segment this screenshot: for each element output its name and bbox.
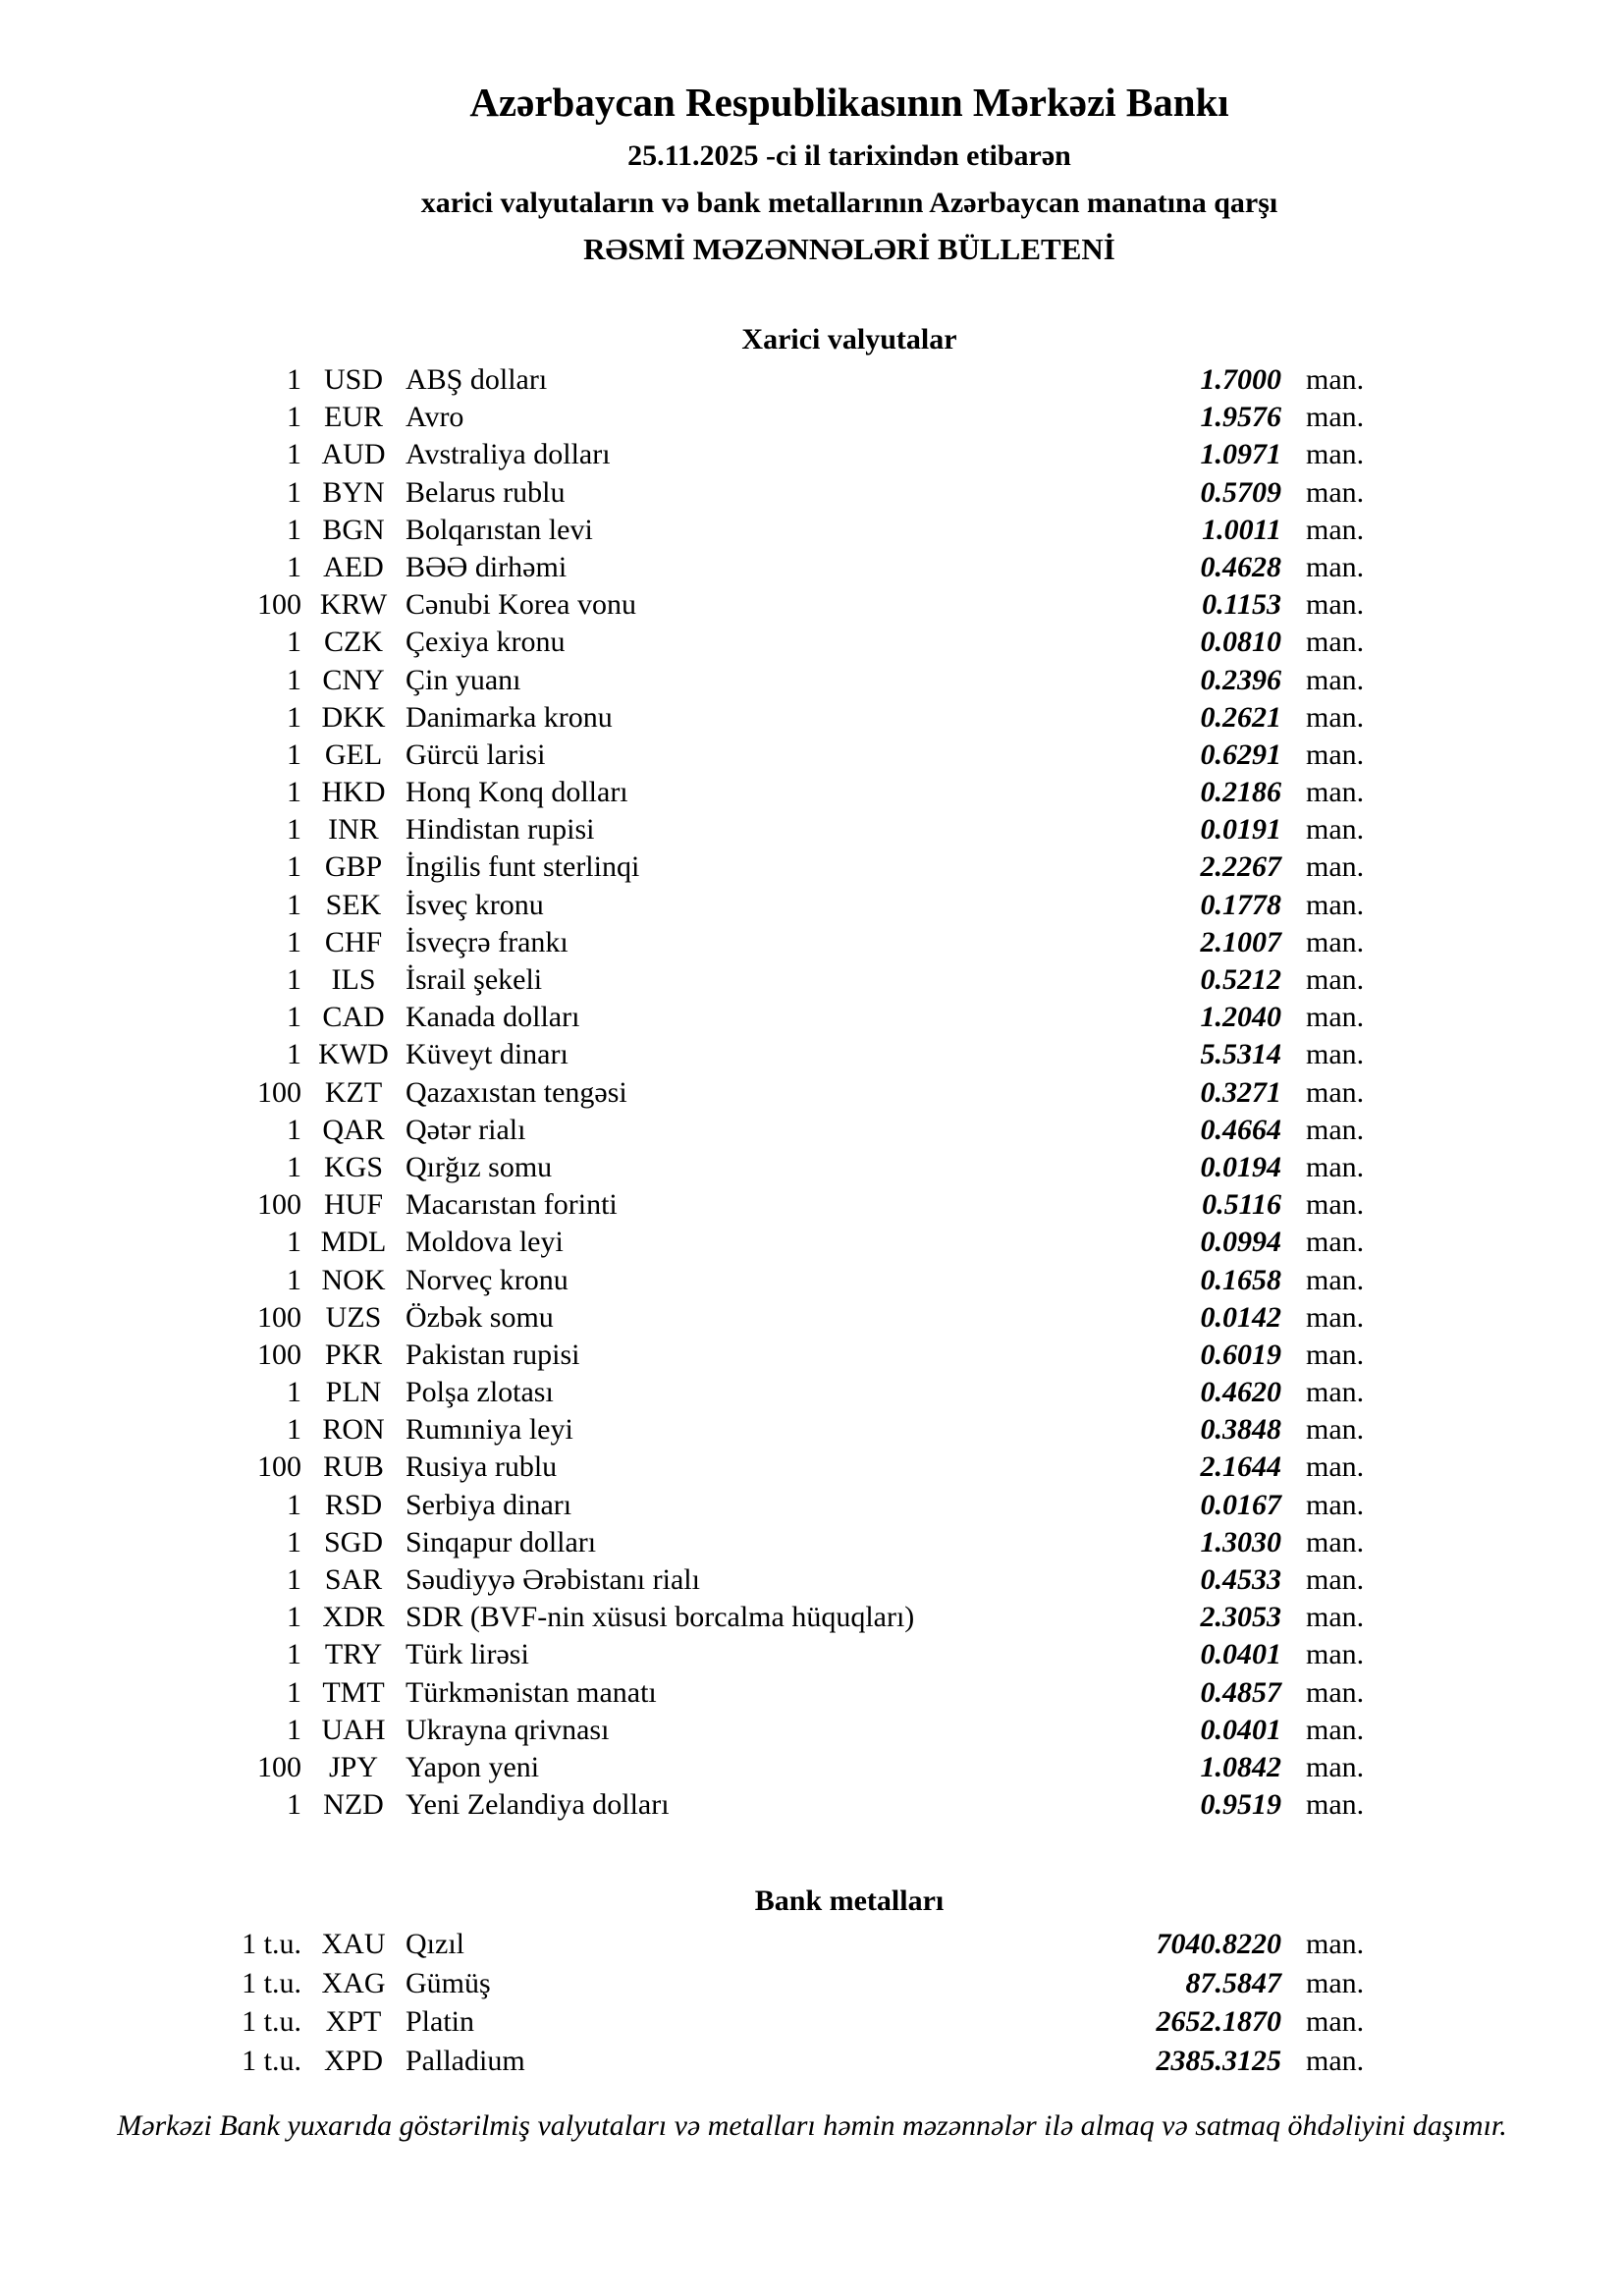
currency-code: CZK <box>324 626 383 659</box>
currency-code: DKK <box>321 700 386 734</box>
unit-quantity: 1 <box>287 1788 301 1822</box>
currency-name: Norveç kronu <box>406 1263 568 1296</box>
unit-label: man. <box>1306 1001 1365 1034</box>
exchange-rate: 1.0842 <box>1200 1750 1281 1783</box>
unit-label: man. <box>1306 1413 1365 1447</box>
unit-label: man. <box>1306 1525 1365 1558</box>
currency-name: Sinqapur dolları <box>406 1525 597 1558</box>
currency-code: KRW <box>319 588 388 622</box>
currency-code: HKD <box>321 776 386 809</box>
unit-label: man. <box>1306 1300 1365 1334</box>
unit-quantity: 100 <box>257 1075 301 1109</box>
currency-code: HUF <box>323 1188 383 1222</box>
metal-row <box>0 2042 1624 2081</box>
unit-quantity: 100 <box>257 588 301 622</box>
exchange-rate: 2.1644 <box>1200 1450 1281 1484</box>
unit-label: man. <box>1306 1563 1365 1596</box>
currency-name: Özbək somu <box>406 1300 554 1334</box>
unit-label: man. <box>1306 1038 1365 1071</box>
currency-row <box>0 586 1624 624</box>
currency-code: PLN <box>325 1376 382 1409</box>
currency-code: SEK <box>325 888 382 921</box>
currency-code: PKR <box>324 1338 383 1371</box>
currency-row <box>0 961 1624 999</box>
currency-row <box>0 1712 1624 1749</box>
currency-row <box>0 699 1624 737</box>
unit-label: man. <box>1306 1928 1365 1960</box>
unit-quantity: 1 <box>287 438 301 471</box>
exchange-rate: 1.0011 <box>1202 513 1281 546</box>
currency-row <box>0 1561 1624 1599</box>
unit-label: man. <box>1306 475 1365 509</box>
exchange-rate: 2.3053 <box>1200 1601 1281 1634</box>
currency-row <box>0 999 1624 1036</box>
unit-quantity: 1 <box>287 1413 301 1447</box>
exchange-rate: 0.4620 <box>1200 1376 1281 1409</box>
currency-row <box>0 774 1624 811</box>
unit-label: man. <box>1306 401 1365 434</box>
unit-quantity: 1 <box>287 626 301 659</box>
exchange-rate: 1.2040 <box>1200 1001 1281 1034</box>
currency-row <box>0 361 1624 399</box>
unit-quantity: 1 t.u. <box>242 1966 301 1999</box>
exchange-rate: 0.0194 <box>1200 1150 1281 1183</box>
exchange-rate: 0.4664 <box>1200 1113 1281 1146</box>
currency-row <box>0 1674 1624 1712</box>
currency-code: EUR <box>324 401 383 434</box>
currency-name: Qırğız somu <box>406 1150 553 1183</box>
unit-quantity: 1 <box>287 401 301 434</box>
currency-row <box>0 512 1624 549</box>
effective-date-line: 25.11.2025 -ci il tarixindən etibarən <box>627 139 1071 172</box>
currency-code: GEL <box>324 738 383 771</box>
exchange-rate: 0.0401 <box>1200 1638 1281 1671</box>
currency-code: SGD <box>323 1525 383 1558</box>
exchange-rate: 0.5116 <box>1202 1188 1281 1222</box>
currency-code: BYN <box>322 475 385 509</box>
currency-row <box>0 1036 1624 1073</box>
metal-row <box>0 2002 1624 2042</box>
unit-quantity: 1 <box>287 475 301 509</box>
currency-name: Hindistan rupisi <box>406 813 595 847</box>
exchange-rate: 0.0191 <box>1200 813 1281 847</box>
currency-row <box>0 1112 1624 1149</box>
currency-name: Qazaxıstan tengəsi <box>406 1075 627 1109</box>
currency-name: Yapon yeni <box>406 1750 540 1783</box>
currency-code: QAR <box>322 1113 385 1146</box>
currency-row <box>0 1374 1624 1411</box>
unit-label: man. <box>1306 1488 1365 1521</box>
unit-label: man. <box>1306 813 1365 847</box>
unit-quantity: 1 <box>287 1713 301 1746</box>
unit-quantity: 1 <box>287 1488 301 1521</box>
currency-row <box>0 399 1624 436</box>
unit-quantity: 1 <box>287 1263 301 1296</box>
exchange-rate: 0.2396 <box>1200 663 1281 696</box>
currency-row <box>0 887 1624 924</box>
footer-obligation-note: Mərkəzi Bank yuxarıda göstərilmiş valyutaları və metalları həmin məzənnələr ilə almaq və satmaq öhdəliyini daşımır. <box>117 2109 1507 2142</box>
unit-quantity: 100 <box>257 1188 301 1222</box>
unit-quantity: 100 <box>257 1338 301 1371</box>
currency-row <box>0 1786 1624 1824</box>
currency-code: AED <box>323 550 384 583</box>
unit-label: man. <box>1306 1376 1365 1409</box>
currency-code: CNY <box>322 663 385 696</box>
currency-name: Bolqarıstan levi <box>406 513 593 546</box>
unit-quantity: 1 <box>287 1601 301 1634</box>
unit-label: man. <box>1306 626 1365 659</box>
unit-label: man. <box>1306 363 1365 396</box>
exchange-rate: 0.3848 <box>1200 1413 1281 1447</box>
unit-label: man. <box>1306 1966 1365 1999</box>
currency-code: MDL <box>320 1226 387 1259</box>
currency-code: JPY <box>328 1750 379 1783</box>
unit-label: man. <box>1306 1075 1365 1109</box>
currency-name: Rusiya rublu <box>406 1450 558 1484</box>
unit-label: man. <box>1306 1226 1365 1259</box>
exchange-rate: 0.6019 <box>1200 1338 1281 1371</box>
unit-quantity: 1 <box>287 1675 301 1709</box>
currency-name: Belarus rublu <box>406 475 566 509</box>
unit-quantity: 1 t.u. <box>242 2044 301 2077</box>
exchange-rate: 0.5709 <box>1200 475 1281 509</box>
exchange-rate: 0.3271 <box>1200 1075 1281 1109</box>
unit-quantity: 100 <box>257 1300 301 1334</box>
unit-label: man. <box>1306 888 1365 921</box>
unit-label: man. <box>1306 1150 1365 1183</box>
unit-quantity: 1 <box>287 1113 301 1146</box>
exchange-rate: 0.0167 <box>1200 1488 1281 1521</box>
currency-row <box>0 474 1624 512</box>
currency-name: Danimarka kronu <box>406 700 613 734</box>
unit-label: man. <box>1306 2005 1365 2038</box>
currency-code: UAH <box>321 1713 386 1746</box>
currency-code: CHF <box>324 925 383 958</box>
unit-label: man. <box>1306 1750 1365 1783</box>
metals-table <box>0 1925 1624 2080</box>
unit-quantity: 1 <box>287 663 301 696</box>
currency-row <box>0 549 1624 586</box>
currency-code: CAD <box>322 1001 385 1034</box>
currency-code: XPT <box>325 2005 382 2038</box>
unit-quantity: 1 <box>287 776 301 809</box>
currency-row <box>0 1149 1624 1186</box>
currency-code: KWD <box>318 1038 389 1071</box>
exchange-rate: 0.1778 <box>1200 888 1281 921</box>
unit-label: man. <box>1306 700 1365 734</box>
unit-quantity: 1 <box>287 1525 301 1558</box>
exchange-rate: 0.1658 <box>1200 1263 1281 1296</box>
exchange-rate: 0.0401 <box>1200 1713 1281 1746</box>
exchange-rate: 2385.3125 <box>1156 2044 1281 2077</box>
unit-quantity: 1 <box>287 1563 301 1596</box>
unit-quantity: 1 <box>287 363 301 396</box>
currency-row <box>0 1337 1624 1374</box>
exchange-rate: 0.4628 <box>1200 550 1281 583</box>
unit-label: man. <box>1306 550 1365 583</box>
unit-quantity: 1 <box>287 513 301 546</box>
exchange-rate: 1.9576 <box>1200 401 1281 434</box>
unit-label: man. <box>1306 1113 1365 1146</box>
unit-label: man. <box>1306 1188 1365 1222</box>
unit-label: man. <box>1306 1601 1365 1634</box>
currency-code: AUD <box>321 438 386 471</box>
currency-code: GBP <box>324 850 383 884</box>
currency-row <box>0 1186 1624 1224</box>
exchange-rate: 0.9519 <box>1200 1788 1281 1822</box>
exchange-rate: 0.0810 <box>1200 626 1281 659</box>
exchange-rate: 2.1007 <box>1200 925 1281 958</box>
currency-code: BGN <box>322 513 385 546</box>
currency-name: Türk lirəsi <box>406 1638 529 1671</box>
unit-label: man. <box>1306 925 1365 958</box>
exchange-rate: 0.2186 <box>1200 776 1281 809</box>
subject-line: xarici valyutaların və bank metallarının Azərbaycan manatına qarşı <box>420 187 1278 219</box>
currency-name: Avstraliya dolları <box>406 438 611 471</box>
currency-name: Gümüş <box>406 1966 491 1999</box>
currency-code: TMT <box>322 1675 385 1709</box>
currency-code: XAG <box>321 1966 386 1999</box>
unit-label: man. <box>1306 663 1365 696</box>
currency-row <box>0 1224 1624 1261</box>
currency-code: RUB <box>323 1450 384 1484</box>
exchange-rate: 0.4857 <box>1200 1675 1281 1709</box>
currency-code: XAU <box>321 1928 386 1960</box>
unit-quantity: 1 <box>287 1038 301 1071</box>
unit-quantity: 1 <box>287 1001 301 1034</box>
unit-quantity: 1 <box>287 888 301 921</box>
exchange-rate: 0.2621 <box>1200 700 1281 734</box>
unit-quantity: 100 <box>257 1450 301 1484</box>
currency-name: Ukrayna qrivnası <box>406 1713 610 1746</box>
exchange-rate: 2.2267 <box>1200 850 1281 884</box>
currency-name: Palladium <box>406 2044 525 2077</box>
currency-name: Avro <box>406 401 464 434</box>
currency-code: KZT <box>324 1075 383 1109</box>
currency-name: İsveçrə frankı <box>406 925 568 958</box>
unit-label: man. <box>1306 438 1365 471</box>
unit-label: man. <box>1306 513 1365 546</box>
currency-code: SAR <box>324 1563 383 1596</box>
currency-code: RSD <box>324 1488 383 1521</box>
exchange-rate: 7040.8220 <box>1156 1928 1281 1960</box>
currency-name: Səudiyyə Ərəbistanı rialı <box>406 1563 700 1596</box>
currency-code: UZS <box>325 1300 382 1334</box>
unit-quantity: 1 <box>287 1226 301 1259</box>
currency-code: RON <box>322 1413 385 1447</box>
currency-name: Honq Konq dolları <box>406 776 628 809</box>
currency-name: Polşa zlotası <box>406 1376 554 1409</box>
unit-quantity: 1 <box>287 813 301 847</box>
section-title-bank-metals: Bank metalları <box>754 1885 945 1917</box>
currency-row <box>0 1449 1624 1486</box>
unit-quantity: 1 <box>287 738 301 771</box>
currency-code: TRY <box>324 1638 383 1671</box>
currency-name: Rumıniya leyi <box>406 1413 573 1447</box>
currency-code: INR <box>328 813 379 847</box>
unit-label: man. <box>1306 850 1365 884</box>
unit-label: man. <box>1306 1263 1365 1296</box>
unit-quantity: 1 <box>287 700 301 734</box>
currency-name: Pakistan rupisi <box>406 1338 580 1371</box>
currency-row <box>0 1749 1624 1786</box>
exchange-rate: 87.5847 <box>1185 1966 1281 1999</box>
exchange-rate: 2652.1870 <box>1156 2005 1281 2038</box>
exchange-rate: 0.6291 <box>1200 738 1281 771</box>
unit-label: man. <box>1306 1338 1365 1371</box>
currency-row <box>0 811 1624 848</box>
bank-name-title: Azərbaycan Respublikasının Mərkəzi Bankı <box>469 80 1229 125</box>
currency-code: ILS <box>331 963 376 996</box>
currency-name: SDR (BVF-nin xüsusi borcalma hüquqları) <box>406 1601 915 1634</box>
currency-name: İsveç kronu <box>406 888 544 921</box>
currency-code: XDR <box>322 1601 385 1634</box>
currency-name: Serbiya dinarı <box>406 1488 572 1521</box>
metal-row <box>0 1925 1624 1964</box>
currency-row <box>0 1262 1624 1299</box>
unit-quantity: 1 <box>287 850 301 884</box>
currency-row <box>0 924 1624 961</box>
unit-quantity: 1 <box>287 1376 301 1409</box>
unit-label: man. <box>1306 1788 1365 1822</box>
currency-code: NZD <box>323 1788 384 1822</box>
unit-label: man. <box>1306 963 1365 996</box>
currency-row <box>0 1524 1624 1561</box>
exchange-rate: 0.1153 <box>1202 588 1281 622</box>
currency-code: NOK <box>321 1263 386 1296</box>
unit-quantity: 1 t.u. <box>242 2005 301 2038</box>
currency-name: Qızıl <box>406 1928 464 1960</box>
currency-row <box>0 1411 1624 1449</box>
currency-name: BƏƏ dirhəmi <box>406 550 568 583</box>
exchange-rate: 1.0971 <box>1200 438 1281 471</box>
currency-name: Çin yuanı <box>406 663 521 696</box>
currency-code: XPD <box>323 2044 383 2077</box>
currency-name: Macarıstan forinti <box>406 1188 618 1222</box>
currency-name: Cənubi Korea vonu <box>406 588 636 622</box>
currency-name: Moldova leyi <box>406 1226 564 1259</box>
exchange-rate: 0.4533 <box>1200 1563 1281 1596</box>
currency-row <box>0 1487 1624 1524</box>
currency-code: KGS <box>323 1150 383 1183</box>
currency-name: Küveyt dinarı <box>406 1038 568 1071</box>
exchange-rate: 0.0994 <box>1200 1226 1281 1259</box>
currency-row <box>0 737 1624 774</box>
unit-quantity: 1 <box>287 550 301 583</box>
unit-quantity: 1 <box>287 925 301 958</box>
currency-name: İsrail şekeli <box>406 963 543 996</box>
section-title-foreign-currencies: Xarici valyutalar <box>741 323 957 355</box>
unit-quantity: 1 <box>287 963 301 996</box>
unit-quantity: 1 <box>287 1150 301 1183</box>
unit-label: man. <box>1306 1675 1365 1709</box>
exchange-rate: 5.5314 <box>1200 1038 1281 1071</box>
unit-label: man. <box>1306 1713 1365 1746</box>
currency-code: USD <box>323 363 383 396</box>
currency-row <box>0 1636 1624 1673</box>
unit-label: man. <box>1306 1638 1365 1671</box>
unit-label: man. <box>1306 776 1365 809</box>
exchange-rate: 0.0142 <box>1200 1300 1281 1334</box>
currency-row <box>0 624 1624 661</box>
exchange-rate: 1.7000 <box>1200 363 1281 396</box>
unit-quantity: 100 <box>257 1750 301 1783</box>
currency-row <box>0 848 1624 886</box>
bulletin-title: RƏSMİ MƏZƏNNƏLƏRİ BÜLLETENİ <box>583 232 1115 266</box>
currency-row <box>0 1074 1624 1112</box>
currency-row <box>0 1299 1624 1337</box>
exchange-rate: 0.5212 <box>1200 963 1281 996</box>
unit-label: man. <box>1306 588 1365 622</box>
unit-quantity: 1 t.u. <box>242 1928 301 1960</box>
currency-row <box>0 662 1624 699</box>
unit-label: man. <box>1306 1450 1365 1484</box>
currency-name: ABŞ dolları <box>406 363 548 396</box>
currency-name: Kanada dolları <box>406 1001 580 1034</box>
currency-row <box>0 1599 1624 1636</box>
currency-name: Qətər rialı <box>406 1113 526 1146</box>
unit-quantity: 1 <box>287 1638 301 1671</box>
currency-name: İngilis funt sterlinqi <box>406 850 640 884</box>
currency-name: Yeni Zelandiya dolları <box>406 1788 670 1822</box>
unit-label: man. <box>1306 2044 1365 2077</box>
currency-name: Türkmənistan manatı <box>406 1675 657 1709</box>
exchange-rate: 1.3030 <box>1200 1525 1281 1558</box>
currency-name: Çexiya kronu <box>406 626 566 659</box>
unit-label: man. <box>1306 738 1365 771</box>
currency-name: Platin <box>406 2005 475 2038</box>
currency-row <box>0 436 1624 473</box>
metal-row <box>0 1964 1624 2003</box>
currencies-table <box>0 361 1624 1824</box>
currency-name: Gürcü larisi <box>406 738 546 771</box>
